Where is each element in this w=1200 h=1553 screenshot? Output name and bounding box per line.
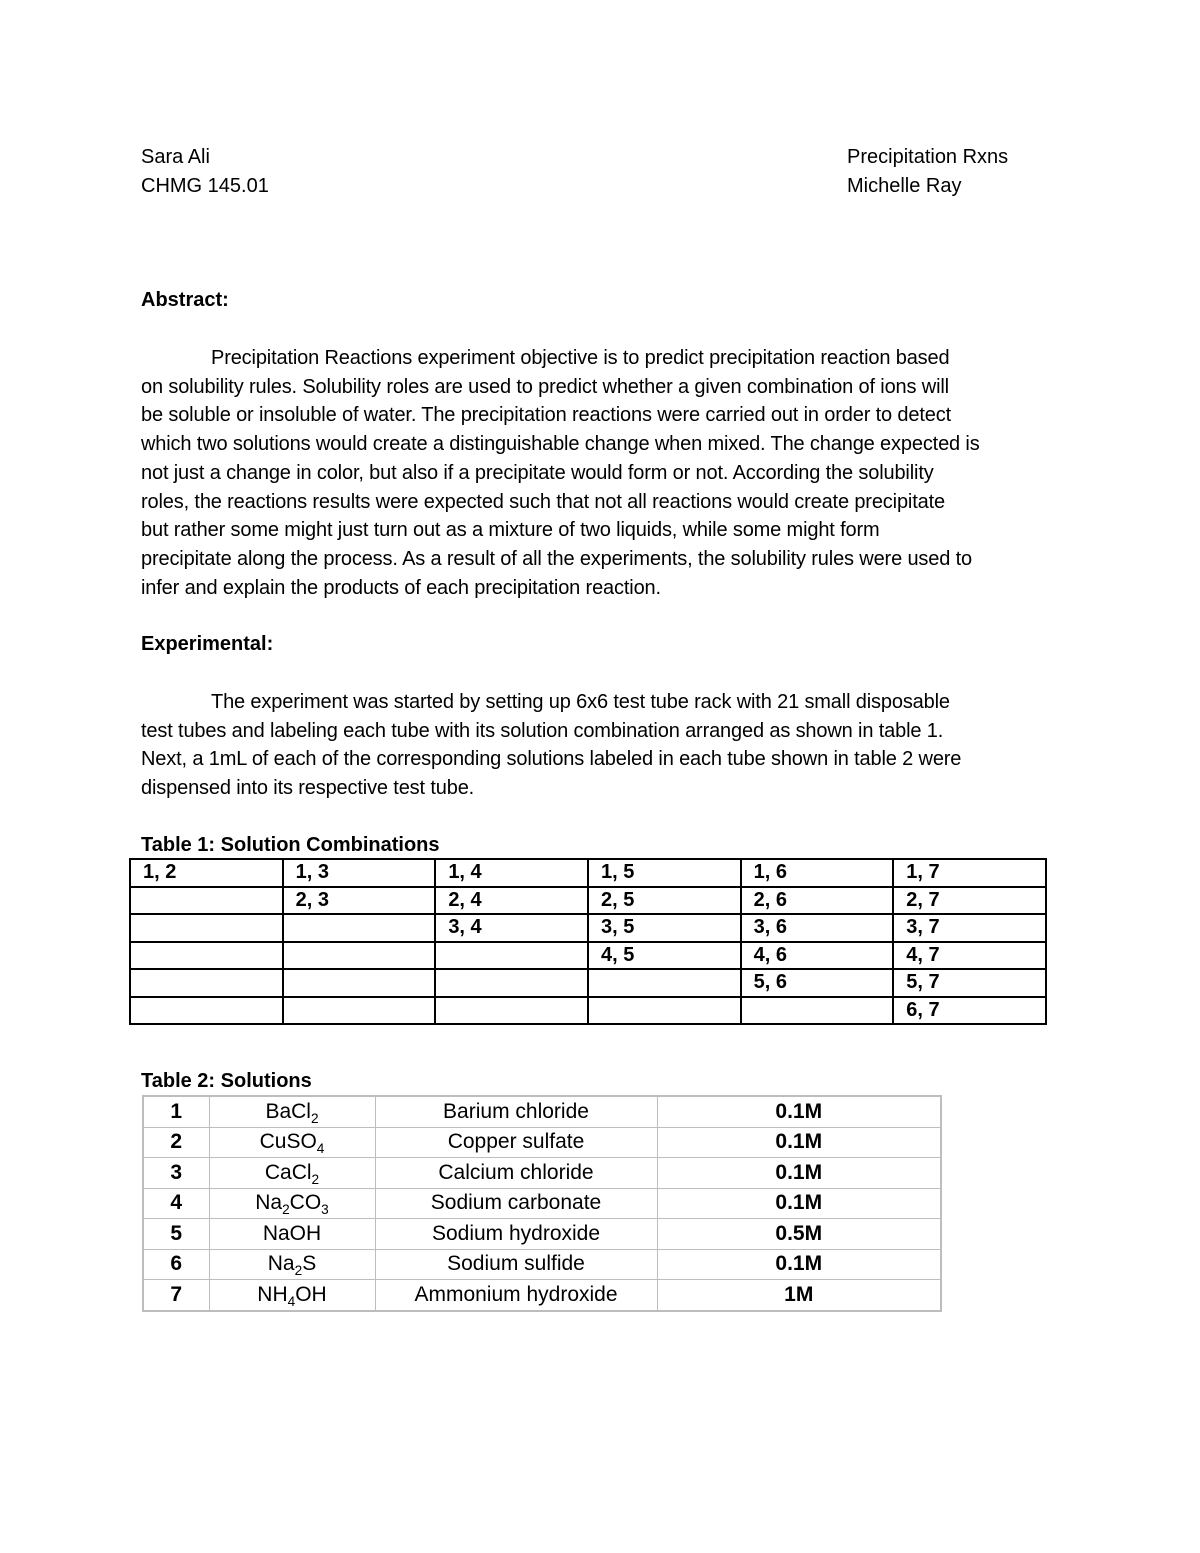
experimental-paragraph	[141, 688, 1066, 803]
abstract-line: on solubility rules. Solubility roles are used to predict whether a given combination of ions will	[141, 375, 949, 398]
chemical-formula	[209, 1280, 375, 1311]
solution-concentration: 0.1M	[657, 1188, 941, 1219]
table-cell: 1, 6	[741, 859, 894, 887]
header-right	[847, 143, 1008, 201]
table-cell: 3, 5	[588, 914, 741, 942]
table-row	[130, 859, 1046, 887]
table-row	[143, 1096, 941, 1127]
formula-text: S	[302, 1252, 317, 1276]
table-cell: 2, 5	[588, 887, 741, 915]
abstract-line: Precipitation Reactions experiment objective is to predict precipitation reaction based	[211, 347, 950, 369]
table-cell	[130, 997, 283, 1025]
solution-combinations-table	[129, 858, 1047, 1025]
solution-number: 6	[143, 1249, 209, 1280]
solution-number: 4	[143, 1188, 209, 1219]
abstract-line: which two solutions would create a distinguishable change when mixed. The change expected is	[141, 433, 980, 456]
table-cell: 1, 2	[130, 859, 283, 887]
formula-subscript: 2	[294, 1263, 303, 1279]
table-cell: 1, 4	[435, 859, 588, 887]
table2-caption: Table 2: Solutions	[141, 1070, 312, 1092]
table-cell: 1, 5	[588, 859, 741, 887]
table-cell: 5, 6	[741, 969, 894, 997]
table-cell	[741, 997, 894, 1025]
table-cell: 3, 4	[435, 914, 588, 942]
abstract-line: precipitate along the process. As a result of all the experiments, the solubility rules were used to	[141, 547, 973, 570]
chemical-formula	[209, 1096, 375, 1127]
solution-concentration: 1M	[657, 1280, 941, 1311]
table-cell	[435, 997, 588, 1025]
solution-concentration: 0.1M	[657, 1249, 941, 1280]
formula-text: NH	[257, 1282, 288, 1306]
chemical-formula	[209, 1127, 375, 1158]
table-cell: 2, 4	[435, 887, 588, 915]
solution-concentration: 0.5M	[657, 1219, 941, 1250]
solution-name: Sodium hydroxide	[375, 1219, 657, 1250]
table-cell	[588, 997, 741, 1025]
table-row	[143, 1249, 941, 1280]
header-left	[141, 143, 269, 201]
table-cell: 6, 7	[893, 997, 1046, 1025]
formula-subscript: 2	[310, 1110, 319, 1126]
formula-text: BaCl	[265, 1099, 311, 1123]
table-cell	[435, 942, 588, 970]
table-cell: 2, 7	[893, 887, 1046, 915]
experimental-line: Next, a 1mL of each of the corresponding solutions labeled in each tube shown in table 2 were	[141, 748, 962, 771]
abstract-line: roles, the reactions results were expected such that not all reactions would create precipitate	[141, 490, 945, 513]
formula-subscript: 2	[282, 1202, 290, 1218]
table-cell: 5, 7	[893, 969, 1046, 997]
table-cell	[435, 969, 588, 997]
solution-concentration: 0.1M	[657, 1096, 941, 1127]
formula-text: Na	[255, 1191, 283, 1215]
formula-text: OH	[295, 1282, 327, 1306]
table-cell: 3, 6	[741, 914, 894, 942]
solution-name: Ammonium hydroxide	[375, 1280, 657, 1311]
table-cell: 3, 7	[893, 914, 1046, 942]
table-row	[130, 997, 1046, 1025]
table-cell: 2, 3	[283, 887, 436, 915]
table-cell: 4, 5	[588, 942, 741, 970]
table-row	[143, 1188, 941, 1219]
table-cell	[130, 942, 283, 970]
table-cell	[283, 969, 436, 997]
solution-concentration: 0.1M	[657, 1158, 941, 1189]
table-cell	[130, 969, 283, 997]
formula-subscript: 4	[287, 1293, 296, 1309]
table-cell	[130, 887, 283, 915]
abstract-heading: Abstract:	[141, 289, 229, 311]
table-row	[143, 1127, 941, 1158]
table-row	[143, 1219, 941, 1250]
experimental-line: test tubes and labeling each tube with its solution combination arranged as shown in table 1.	[141, 719, 944, 742]
table-cell	[588, 969, 741, 997]
report-topic: Precipitation Rxns	[847, 146, 1009, 168]
instructor-name: Michelle Ray	[847, 175, 962, 197]
abstract-line: not just a change in color, but also if a precipitate would form or not. According the solubility	[141, 461, 934, 484]
abstract-line: but rather some might just turn out as a mixture of two liquids, while some might form	[141, 519, 880, 542]
experimental-line: dispensed into its respective test tube.	[141, 777, 475, 800]
table-cell	[130, 914, 283, 942]
solution-name: Sodium carbonate	[375, 1188, 657, 1219]
table-row	[130, 914, 1046, 942]
solution-name: Sodium sulfide	[375, 1249, 657, 1280]
table-row	[143, 1280, 941, 1311]
formula-text: CuSO	[259, 1130, 317, 1154]
course-code: CHMG 145.01	[141, 175, 269, 197]
formula-subscript: 4	[316, 1141, 325, 1157]
chemical-formula	[209, 1158, 375, 1189]
solution-number: 1	[143, 1096, 209, 1127]
solutions-table	[142, 1095, 942, 1312]
formula-text: CO	[289, 1191, 322, 1215]
table1-caption: Table 1: Solution Combinations	[141, 834, 440, 856]
formula-text: Na	[267, 1252, 295, 1276]
formula-subscript: 2	[311, 1171, 320, 1187]
table-cell	[283, 914, 436, 942]
chemical-formula	[209, 1219, 375, 1250]
solution-number: 2	[143, 1127, 209, 1158]
experimental-heading: Experimental:	[141, 633, 274, 655]
formula-text: NaOH	[262, 1221, 322, 1245]
table-row	[143, 1158, 941, 1189]
solution-name: Calcium chloride	[375, 1158, 657, 1189]
solution-name: Copper sulfate	[375, 1127, 657, 1158]
table-cell: 1, 7	[893, 859, 1046, 887]
abstract-line: infer and explain the products of each precipitation reaction.	[141, 576, 661, 599]
table-cell: 4, 7	[893, 942, 1046, 970]
table-cell	[283, 997, 436, 1025]
table-cell	[283, 942, 436, 970]
solution-number: 7	[143, 1280, 209, 1311]
formula-subscript: 3	[321, 1202, 329, 1218]
table-cell: 1, 3	[283, 859, 436, 887]
formula-text: CaCl	[264, 1160, 312, 1184]
experimental-line: The experiment was started by setting up 6x6 test tube rack with 21 small disposable	[211, 691, 950, 713]
solution-number: 3	[143, 1158, 209, 1189]
chemical-formula	[209, 1249, 375, 1280]
solution-number: 5	[143, 1219, 209, 1250]
abstract-paragraph	[141, 344, 1066, 602]
table-cell: 2, 6	[741, 887, 894, 915]
solution-name: Barium chloride	[375, 1096, 657, 1127]
table-cell: 4, 6	[741, 942, 894, 970]
table-row	[130, 942, 1046, 970]
abstract-line: be soluble or insoluble of water. The precipitation reactions were carried out in order to detect	[141, 404, 951, 427]
solution-concentration: 0.1M	[657, 1127, 941, 1158]
chemical-formula	[209, 1188, 375, 1219]
table-row	[130, 887, 1046, 915]
table-row	[130, 969, 1046, 997]
author-name: Sara Ali	[141, 146, 210, 168]
